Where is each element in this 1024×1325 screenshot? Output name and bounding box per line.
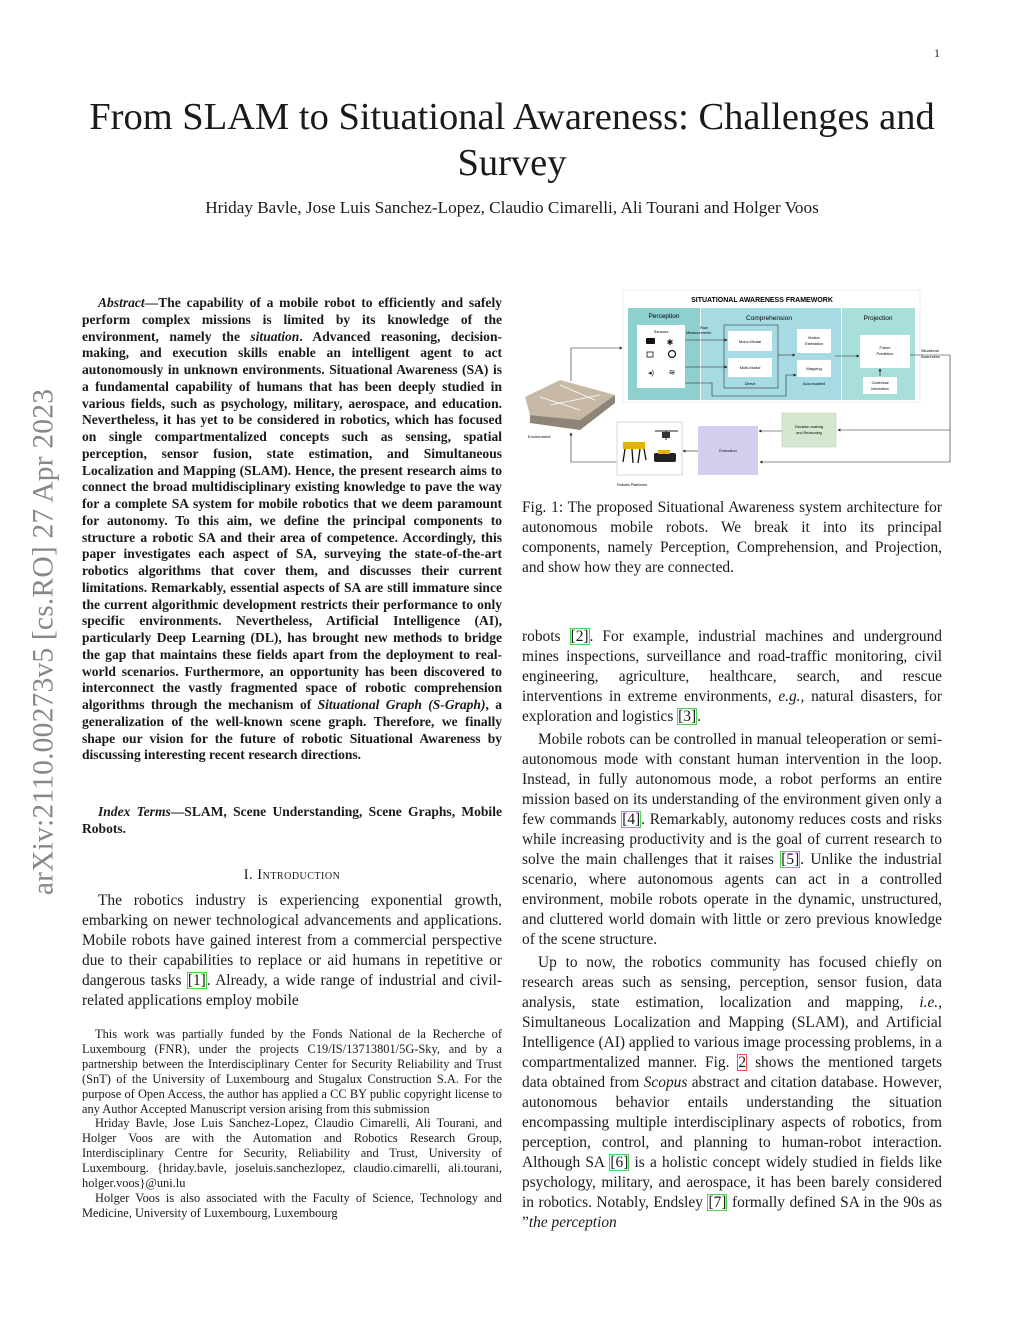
quadruped-robot-icon bbox=[623, 442, 645, 449]
text-segment: . Remarkably, autonomy reduces costs and risks while increasing productivity and is the goal of current research to solve the main challenges that it raises bbox=[522, 811, 942, 868]
author-list: Hriday Bavle, Jose Luis Sanchez-Lopez, Claudio Cimarelli, Ali Tourani and Holger Voos bbox=[205, 198, 819, 217]
raw-measurements-label: Raw Measurements bbox=[686, 326, 712, 335]
decision-making-label: Decision-making and Reasoning bbox=[794, 425, 824, 435]
camera-icon bbox=[646, 338, 655, 344]
citation-link[interactable]: [7] bbox=[708, 1194, 727, 1211]
text-segment: . Advanced reasoning, decision-making, and execution skills enable an intelligent agent to act autonomously in unknown environments. Situational Awareness (SA) is a fundamental capability of humans that has been deeply studied in various fields, such as psychology, military, aerospace, and education. Nevertheless, it has yet to be considered in robotics, which has focused on single compartmentalized concepts such as sensing, spatial perception, sensor fusion, state estimation, and Simultaneous Localization and Mapping (SLAM). Hence, the present research aims to connect the broad multidisciplinary existing knowledge to pave the way for a complete SA system for mobile robotics that we deem paramount for autonomy. To this aim, we define the principal components to structure a robotic SA and their area of competence. Accordingly, this paper investigates each aspect of SA, surveying the state-of-the-art robotics algorithms that cover them, and discusses their current limitations. Remarkably, essential aspects of SA are still immature since the current algorithmic development restricts their performance to only specific environments. Nevertheless, Artificial Intelligence (AI), particularly Deep Learning (DL), has brought new methods to bridge the gap that maintains these fields apart from the deployment to real-world scenarios. Furthermore, an opportunity has been discovered to interconnect the vastly fragmented space of robotic comprehension algorithms through the mechanism of bbox=[82, 328, 503, 712]
section-heading-introduction bbox=[82, 867, 502, 884]
execution-label: Execution bbox=[719, 448, 737, 453]
text-segment: . For example, industrial machines and underground mines inspections, surveillance and road-traffic monitoring, civil engineering, agriculture, healthcare, search, and rescue interventions in extreme environments, bbox=[522, 628, 943, 705]
text-segment: The robotics industry is experiencing exponential growth, embarking on newer technological advancements and applications. Mobile robots have gained interest from a commercial perspective due to their capabilities to replace or aid humans in repetitive or dangerous tasks bbox=[82, 892, 502, 989]
multi-modal-label: Multi-Modal bbox=[739, 365, 761, 370]
italic-text: e.g., bbox=[778, 688, 805, 705]
text-segment: Mobile robots can be controlled in manual teleoperation or semi-autonomous mode with constant human intervention in the loop. Instead, in fully autonomous mode, a robot performs an entire mission based on its understanding of the environment given only a few commands bbox=[522, 731, 942, 828]
section-heading-text: I. Introduction bbox=[243, 867, 341, 883]
environment-image bbox=[525, 380, 615, 430]
robotic-platforms-label: Robotic Platforms bbox=[617, 483, 647, 487]
italic-text: Abstract bbox=[98, 295, 145, 310]
affiliation-note: Hriday Bavle, Jose Luis Sanchez-Lopez, Claudio Cimarelli, Ali Tourani, and Holger Voos are with the Automation and Robotics Research Group, Interdisciplinary Centre for Security, Reliability and Trust, University of Luxembourg. {hriday.bavle, joseluis.sanchezlopez, claudio.cimarelli, ali.tourani, holger.voos}@uni.lu bbox=[82, 1116, 502, 1191]
text-segment: is a holistic concept widely studied in fields like psychology, military, and aerospace, it has been barely considered in robotics. Notably, Endsley bbox=[522, 1154, 942, 1211]
citation-link[interactable]: [5] bbox=[781, 851, 800, 868]
perception-label: Perception bbox=[648, 313, 680, 320]
italic-text: Index Terms bbox=[98, 804, 171, 819]
paragraph bbox=[522, 953, 942, 1233]
arxiv-identifier: arXiv:2110.00273v5 [cs.RO] 27 Apr 2023 bbox=[27, 388, 60, 896]
future-prediction-label: Future Prediction bbox=[876, 346, 894, 356]
motion-estimation-label: Motion Estimation bbox=[805, 336, 823, 346]
text-segment: abstract and citation database. However, autonomous behavior entails understanding the situation encompassing multiple interdisciplinary aspects of robotics, from perception, control, and planning to human-robot interaction. Although SA bbox=[522, 1074, 942, 1171]
direct-label: Direct bbox=[744, 381, 756, 386]
additional-affiliation-note: Holger Voos is also associated with the Faculty of Science, Technology and Medicine, University of Luxembourg, Luxembourg bbox=[82, 1190, 502, 1220]
italic-text: i.e., bbox=[919, 994, 942, 1011]
paragraph bbox=[522, 730, 942, 950]
text-segment: Up to now, the robotics community has focused chiefly on research areas such as sensing, perception, sensor fusion, data analysis, state estimation, localization and mapping, bbox=[522, 954, 942, 1011]
text-segment: shows the mentioned targets data obtained from bbox=[522, 1054, 942, 1091]
accumulated-label: Accumulated bbox=[803, 382, 825, 386]
contextual-information-label: Contextual Information bbox=[871, 381, 889, 391]
citation-link[interactable]: [3] bbox=[678, 708, 697, 725]
text-segment: —The capability of a mobile robot to efficiently and safely perform complex missions is limited by its knowledge of the environment, namely the bbox=[82, 295, 502, 344]
projection-label: Projection bbox=[863, 315, 893, 322]
text-segment: . Unlike the industrial scenario, where autonomous agents can act in a controlled environment, mobile robots operate in the dynamic, unstructured, and cluttered world domain with little or zero previous knowledge of the scene structure. bbox=[522, 851, 942, 948]
page-number: 1 bbox=[934, 46, 940, 60]
index-terms bbox=[82, 804, 502, 838]
paragraph bbox=[522, 627, 942, 727]
citation-link[interactable]: [4] bbox=[622, 811, 641, 828]
comprehension-label: Comprehension bbox=[746, 315, 792, 322]
citation-link[interactable]: [6] bbox=[610, 1154, 629, 1171]
figure-caption bbox=[522, 498, 942, 578]
citation-link[interactable]: [1] bbox=[187, 972, 206, 989]
right-column-text bbox=[522, 627, 942, 1236]
sonar-icon: ◂) bbox=[648, 370, 654, 377]
framework-title: SITUATIONAL AWARENESS FRAMEWORK bbox=[691, 297, 833, 304]
italic-text: situation bbox=[250, 328, 300, 344]
decision-making-box bbox=[782, 413, 836, 447]
introduction-paragraph bbox=[82, 891, 502, 1011]
figure-1-diagram bbox=[520, 285, 960, 495]
sensors-box bbox=[637, 325, 685, 388]
citation-link[interactable]: [2] bbox=[570, 628, 589, 645]
text-segment: natural disasters, for exploration and logistics bbox=[522, 688, 943, 725]
text-segment: —SLAM, Scene Understanding, Scene Graphs, Mobile Robots. bbox=[82, 804, 502, 836]
situational-awareness-output-label: Situational Awareness bbox=[921, 349, 940, 359]
abstract bbox=[82, 295, 502, 764]
ground-robot-icon bbox=[654, 453, 676, 462]
footnote bbox=[82, 1027, 502, 1221]
text-segment: . bbox=[697, 708, 701, 725]
funding-note: This work was partially funded by the Fonds National de la Recherche of Luxembourg (FNR), under the projects C19/IS/13713801/5G-Sky, and by a partnership between the Interdisciplinary Center for Security Reliability and Trust (SnT) of the University of Luxembourg and Stugalux Construction S.A. For the purpose of Open Access, the author has applied a CC BY public copyright license to any Author Accepted Manuscript version arising from this submission bbox=[82, 1027, 502, 1116]
paper-title: From SLAM to Situational Awareness: Challenges and Survey bbox=[89, 96, 935, 184]
text-segment: . Already, a wide range of industrial and civil-related applications employ mobile bbox=[82, 972, 503, 1009]
contextual-information-box bbox=[863, 377, 897, 394]
motion-estimation-box bbox=[797, 329, 831, 353]
italic-text: Scopus bbox=[643, 1074, 688, 1091]
figure-reference-link[interactable]: 2 bbox=[738, 1054, 747, 1071]
text-segment: Simultaneous Localization and Mapping (SLAM), and Artificial Intelligence (AI) applied to various image processing problems, in a compartmentalized manner. Fig. bbox=[522, 1014, 942, 1071]
mapping-label: Mapping bbox=[806, 366, 822, 371]
text-segment: , a generalization of the well-known scene graph. Therefore, we finally shape our vision for the future of robotic Situational Awareness by discussing interesting recent research directions. bbox=[82, 697, 503, 763]
sensors-label: Sensors bbox=[653, 329, 669, 334]
text-segment: Fig. 1: The proposed Situational Awareness system architecture for autonomous mobile robots. We break it into its principal components, namely Perception, Comprehension, and Projection, and show how they are connected. bbox=[522, 499, 942, 576]
italic-text: the perception bbox=[528, 1214, 617, 1231]
environment-label: Environment bbox=[528, 434, 551, 439]
italic-text: Situational Graph (S-Graph) bbox=[317, 697, 486, 712]
lidar-icon: ✱ bbox=[666, 338, 674, 347]
text-segment: formally defined SA in the 90s as ” bbox=[522, 1194, 942, 1231]
text-segment: robots bbox=[522, 628, 570, 645]
mono-modal-label: Mono-Modal bbox=[738, 339, 762, 344]
wifi-icon: ≋ bbox=[668, 368, 676, 377]
